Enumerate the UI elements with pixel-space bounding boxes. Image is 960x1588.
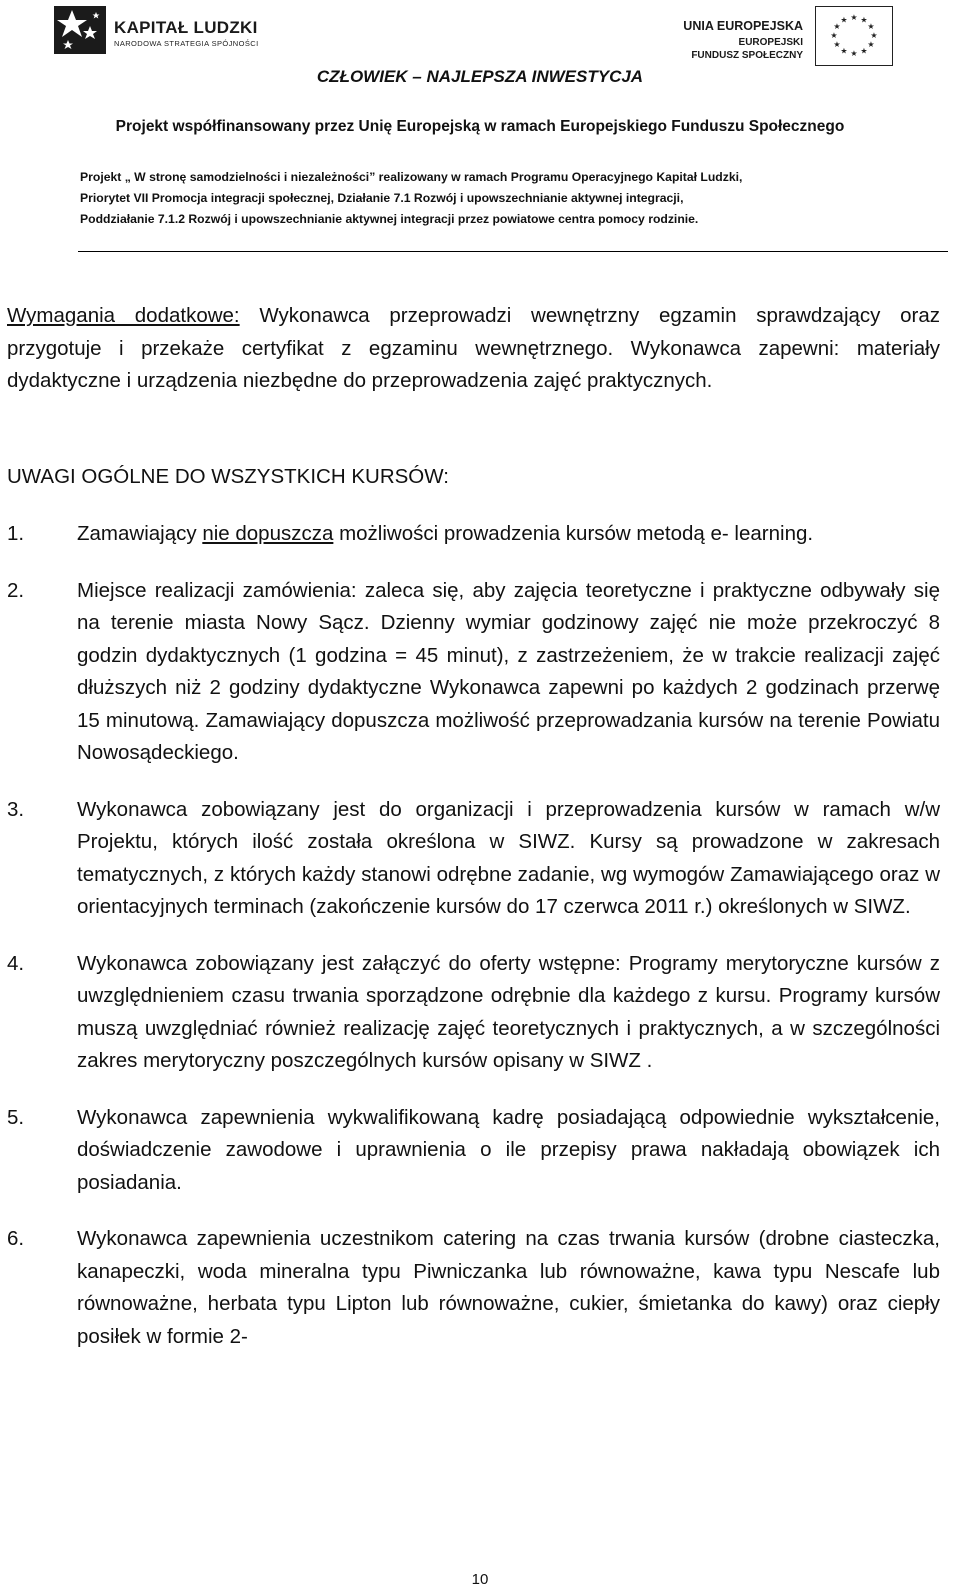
- item-number: 3.: [7, 797, 25, 821]
- list-item: [7, 948, 940, 1078]
- motto: CZŁOWIEK – NAJLEPSZA INWESTYCJA: [316, 67, 644, 86]
- svg-text:★: ★: [840, 15, 848, 25]
- page-header: [0, 0, 960, 260]
- header-divider: [78, 251, 948, 252]
- eu-flag-stars-icon: [815, 6, 893, 66]
- page-number: 10: [471, 1571, 489, 1588]
- eu-fund-line2: FUNDUSZ SPOŁECZNY: [691, 50, 803, 61]
- list-item: [7, 518, 940, 551]
- item-text: Wykonawca zapewnienia wykwalifikowaną kadrę posiadającą odpowiednie wykształcenie, doświadczenie zawodowe i uprawnienia o ile przepisy prawa nakładają obowiązek ich posiadania.: [77, 1105, 940, 1194]
- svg-text:★: ★: [860, 46, 868, 56]
- section-heading: UWAGI OGÓLNE DO WSZYSTKICH KURSÓW:: [7, 464, 449, 488]
- kapital-ludzki-star-logo-icon: [52, 4, 108, 56]
- item-number: 1.: [7, 522, 25, 545]
- eu-logo: [683, 6, 900, 66]
- eu-fund-line1: EUROPEJSKI: [738, 37, 803, 48]
- cofinanced-statement: Projekt współfinansowany przez Unię Europejską w ramach Europejskiego Funduszu Społecznego: [115, 118, 845, 135]
- list-item: [7, 1102, 940, 1200]
- item-number: 2.: [7, 578, 25, 602]
- item-text: Wykonawca zobowiązany jest do organizacji i przeprowadzenia kursów w ramach w/w Projektu, których ilość została określona w SIWZ. Kursy są prowadzone w zakresach tematycznych, z których każdy stanowi odrębne zadanie, wg wymogów Zamawiającego oraz w orientacyjnych terminach (zakończenie kursów do 17 czerwca 2011 r.) określonych w SIWZ.: [77, 797, 940, 918]
- project-line: Projekt „ W stronę samodzielności i niezależności” realizowany w ramach Programu Operacyjnego Kapitał Ludzki,: [80, 170, 743, 184]
- svg-text:★: ★: [840, 46, 848, 56]
- svg-text:★: ★: [870, 31, 878, 40]
- list-item: [7, 575, 940, 770]
- item-number: 4.: [7, 951, 25, 975]
- list-item: [7, 1223, 940, 1353]
- svg-text:★: ★: [833, 22, 841, 31]
- item-number: 6.: [7, 1227, 25, 1250]
- remarks-list: [7, 518, 940, 1353]
- svg-text:★: ★: [850, 49, 858, 58]
- svg-text:★: ★: [867, 22, 875, 31]
- eu-name: UNIA EUROPEJSKA: [683, 19, 803, 33]
- item-text: możliwości prowadzenia kursów metodą e- learning.: [333, 522, 814, 545]
- item-emphasis: nie dopuszcza: [202, 522, 334, 545]
- project-description: [80, 167, 742, 230]
- item-text: Wykonawca zapewnienia uczestnikom catering na czas trwania kursów (drobne ciasteczka, kanapeczki, woda mineralna typu Piwniczanka lub równoważne, kawa typu Nescafe lub równoważne, herbata typu Lipton lub równoważne, cukier, śmietanka do kawy) oraz ciepły posiłek w formie 2-: [77, 1227, 940, 1348]
- list-item: [7, 794, 940, 924]
- item-number: 5.: [7, 1105, 25, 1129]
- svg-text:★: ★: [867, 40, 875, 49]
- project-line: Poddziałanie 7.1.2 Rozwój i upowszechnianie aktywnej integracji przez powiatowe centra pomocy rodzinie.: [80, 212, 699, 226]
- additional-requirements-text: Wykonawca przeprowadzi wewnętrzny egzamin sprawdzający oraz przygotuje i przekaże certyfikat z egzaminu wewnętrznego. Wykonawca zapewni: materiały dydaktyczne i urządzenia niezbędne do przeprowadzenia zajęć praktycznych.: [7, 304, 940, 392]
- svg-text:★: ★: [830, 31, 838, 40]
- project-line: Priorytet VII Promocja integracji społecznej, Działanie 7.1 Rozwój i upowszechnianie aktywnej integracji,: [80, 191, 684, 205]
- svg-text:★: ★: [833, 40, 841, 49]
- additional-requirements: [7, 300, 940, 398]
- document-body: [7, 300, 940, 1353]
- logo-subtitle: NARODOWA STRATEGIA SPÓJNOŚCI: [114, 39, 259, 48]
- item-text: Wykonawca zobowiązany jest załączyć do oferty wstępne: Programy merytoryczne kursów z uwzględnieniem czasu trwania sporządzone odrębnie dla każdego z kursu. Programy kursów muszą uwzględniać również realizację zajęć teoretycznych i praktycznych, a w szczególności zakres merytoryczny poszczególnych kursów opisany w SIWZ .: [77, 951, 940, 1072]
- svg-text:★: ★: [850, 13, 858, 22]
- svg-text:★: ★: [860, 15, 868, 25]
- kapital-ludzki-logo: [52, 4, 312, 56]
- item-text: Zamawiający: [77, 522, 203, 545]
- additional-requirements-label: Wymagania dodatkowe:: [7, 304, 240, 327]
- item-text: Miejsce realizacji zamówienia: zaleca się, aby zajęcia teoretyczne i praktyczne odbywały się na terenie miasta Nowy Sącz. Dzienny wymiar godzinowy zajęć nie może przekroczyć 8 godzin dydaktycznych (1 godzina = 45 minut), z zastrzeżeniem, że w trakcie realizacji zajęć dłuższych niż 2 godziny dydaktyczne Wykonawca zapewni po każdych 2 godzinach przerwę 15 minutową. Zamawiający dopuszcza możliwość przeprowadzania kursów na terenie Powiatu Nowosądeckiego.: [77, 578, 940, 764]
- logo-title: KAPITAŁ LUDZKI: [114, 18, 258, 37]
